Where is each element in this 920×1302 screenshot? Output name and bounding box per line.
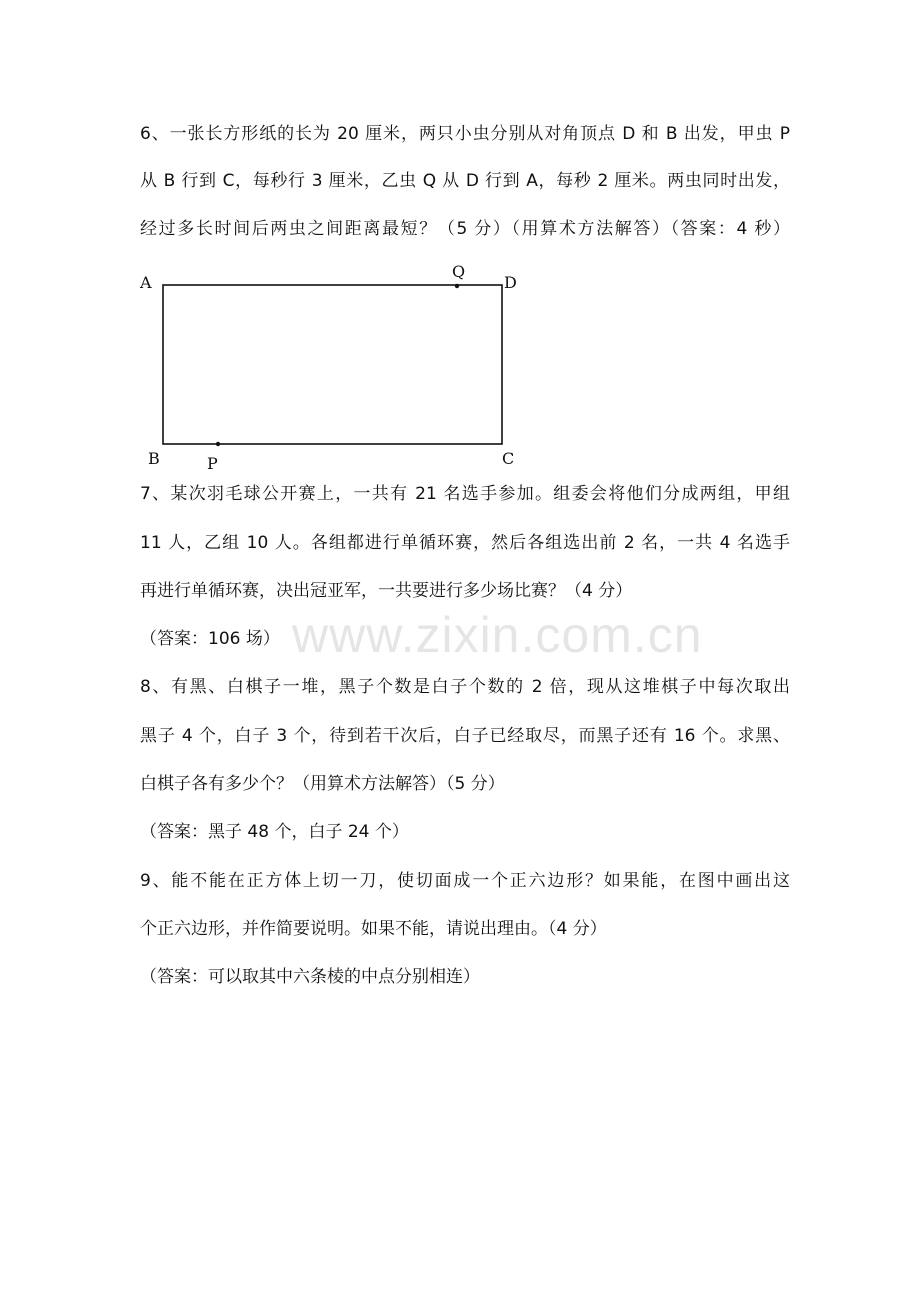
q9-answer: （答案：可以取其中六条棱的中点分别相连）	[140, 967, 480, 987]
vertex-b-label: B	[148, 449, 160, 468]
q7-line-1: 7、某次羽毛球公开赛上，一共有 21 名选手参加。组委会将他们分成两组，甲组	[140, 484, 790, 504]
vertex-c-label: C	[502, 449, 515, 468]
q6-line-2: 从 B 行到 C，每秒行 3 厘米，乙虫 Q 从 D 行到 A，每秒 2 厘米。两虫同时出发，	[140, 171, 790, 191]
rectangle-figure	[136, 258, 536, 478]
q8-line-1: 8、有黑、白棋子一堆，黑子个数是白子个数的 2 倍，现从这堆棋子中每次取出	[140, 677, 790, 697]
vertex-d-label: D	[504, 273, 517, 292]
rectangle-outline	[163, 285, 502, 444]
q6-line-3: 经过多长时间后两虫之间距离最短？（5 分）（用算术方法解答）（答案：4 秒）	[140, 219, 790, 239]
q6-line-1: 6、一张长方形纸的长为 20 厘米，两只小虫分别从对角顶点 D 和 B 出发，甲虫 P	[140, 124, 790, 144]
q9-line-1: 9、能不能在正方体上切一刀，使切面成一个正六边形？如果能，在图中画出这	[140, 871, 790, 891]
q9-line-2: 个正六边形，并作简要说明。如果不能，请说出理由。（4 分）	[140, 919, 607, 939]
watermark: www.zixin.com.cn	[292, 607, 703, 663]
q8-line-2: 黑子 4 个，白子 3 个，待到若干次后，白子已经取尽，而黑子还有 16 个。求黑、	[140, 726, 790, 746]
vertex-a-label: A	[140, 273, 152, 292]
point-p-marker	[216, 442, 220, 446]
q7-line-2: 11 人，乙组 10 人。各组都进行单循环赛，然后各组选出前 2 名，一共 4 名选手	[140, 533, 790, 553]
q8-line-3: 白棋子各有多少个？（用算术方法解答）（5 分）	[140, 774, 505, 794]
rectangle-diagram	[136, 258, 536, 478]
q7-answer: （答案：106 场）	[140, 629, 280, 649]
q8-answer: （答案：黑子 48 个，白子 24 个）	[140, 822, 409, 842]
q7-line-3: 再进行单循环赛，决出冠亚军，一共要进行多少场比赛？（4 分）	[140, 581, 633, 601]
point-q-label: Q	[452, 262, 466, 281]
point-q-marker	[455, 284, 459, 288]
point-p-label: P	[207, 454, 218, 473]
